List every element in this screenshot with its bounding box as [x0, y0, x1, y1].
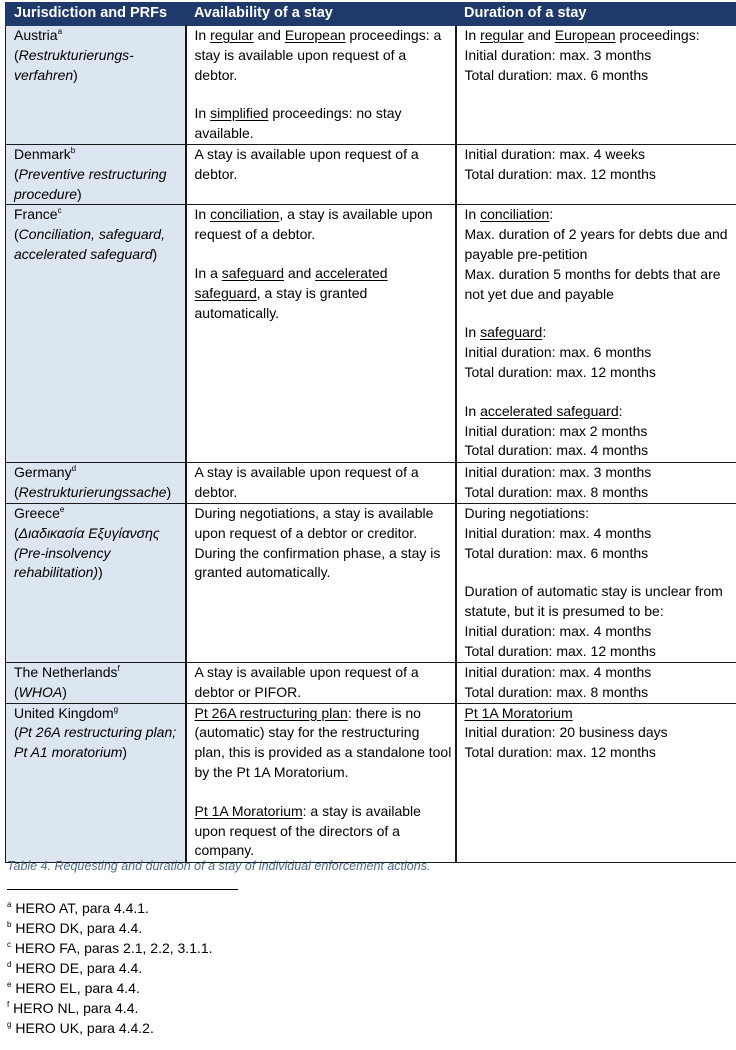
- underlined-term: conciliation: [210, 206, 280, 223]
- text-segment: Initial duration: max. 3 months: [464, 46, 652, 63]
- text-segment: Initial duration: max. 4 months: [464, 663, 652, 680]
- text-segment: Total duration: max. 6 months: [464, 66, 649, 83]
- cell-paragraph: [465, 145, 735, 165]
- cell-paragraph: [465, 402, 735, 422]
- duration-cell: [456, 26, 736, 145]
- footnote-mark: c: [57, 206, 62, 216]
- jurisdiction-cell: [6, 662, 186, 703]
- table-caption: Table 4. Requesting and duration of a stay of individual enforcement actions.: [7, 859, 431, 873]
- text-segment: Initial duration: max. 4 weeks: [464, 146, 646, 162]
- footnote-mark: b: [70, 146, 76, 155]
- text-segment: Duration of automatic stay is unclear from statute, but it is presumed to be:: [464, 583, 723, 620]
- country-name: Greece: [14, 504, 60, 521]
- cell-paragraph: [465, 524, 735, 544]
- text-segment: and: [253, 27, 285, 43]
- text-segment: Max. duration 5 months for debts that are not yet due and payable: [464, 265, 721, 302]
- cell-paragraph: [465, 66, 735, 86]
- underlined-term: Pt 1A Moratorium: [464, 704, 573, 721]
- prf-open-paren: (: [14, 683, 19, 700]
- prf-open-paren: (: [14, 524, 19, 541]
- country-name: United Kingdom: [14, 704, 114, 721]
- col-header-availability: Availability of a stay: [186, 3, 456, 26]
- text-segment: Total duration: max. 4 months: [464, 442, 649, 459]
- text-segment: A stay is available upon request of a debtor.: [194, 146, 419, 182]
- table-row: [6, 145, 736, 205]
- prf-close-paren: ): [62, 683, 67, 700]
- text-segment: Total duration: max. 6 months: [464, 544, 649, 561]
- footnote-mark: f: [117, 663, 120, 673]
- footnote-text: HERO EL, para 4.4.: [15, 980, 140, 996]
- prf-close-paren: ): [166, 484, 172, 501]
- cell-paragraph: [465, 582, 735, 622]
- cell-paragraph: [465, 26, 735, 46]
- text-segment: In: [464, 27, 481, 43]
- duration-cell: [456, 145, 736, 205]
- footnote-mark: e: [59, 504, 65, 514]
- footnote-item: [7, 998, 213, 1018]
- table-row: [6, 463, 736, 504]
- cell-paragraph: [465, 544, 735, 564]
- country-name: France: [14, 206, 58, 223]
- text-segment: In: [464, 206, 481, 223]
- text-segment: In: [464, 402, 481, 419]
- jurisdiction-cell: [6, 145, 186, 205]
- footnote-text: HERO DK, para 4.4.: [15, 920, 143, 936]
- underlined-term: European: [554, 27, 616, 43]
- cell-paragraph: [465, 723, 735, 743]
- prf-open-paren: (: [14, 165, 19, 182]
- text-segment: and: [523, 27, 555, 43]
- text-segment: A stay is available upon request of a debtor.: [194, 464, 419, 501]
- text-segment: Initial duration: max. 4 months: [464, 524, 652, 541]
- cell-paragraph: [195, 264, 453, 323]
- underlined-term: accelerated safeguard: [194, 264, 388, 301]
- underlined-term: European: [284, 27, 346, 43]
- cell-paragraph: [195, 504, 453, 583]
- cell-paragraph: [465, 743, 735, 763]
- footnote-mark: d: [71, 464, 77, 474]
- footnote-mark: a: [57, 27, 63, 36]
- footnote-text: HERO DE, para 4.4.: [15, 960, 143, 976]
- duration-cell: [456, 463, 736, 504]
- availability-cell: [186, 703, 456, 862]
- cell-paragraph: [465, 363, 735, 383]
- jurisdiction-cell: [6, 26, 186, 145]
- footnote-mark: d: [7, 960, 12, 969]
- prf-close-paren: ): [98, 564, 103, 581]
- text-segment: Total duration: max. 12 months: [464, 744, 656, 761]
- underlined-term: simplified: [210, 105, 269, 122]
- prf-name: Conciliation, safeguard, accelerated safeguard: [14, 226, 165, 262]
- col-header-duration: Duration of a stay: [456, 3, 736, 26]
- prf-open-paren: (: [14, 226, 19, 243]
- footnote-item: [7, 958, 213, 978]
- text-segment: Initial duration: max 2 months: [464, 422, 648, 439]
- availability-cell: [186, 145, 456, 205]
- text-segment: Initial duration: max. 4 months: [464, 622, 652, 639]
- text-segment: Total duration: max. 12 months: [464, 642, 656, 659]
- text-segment: Initial duration: 20 business days: [464, 724, 668, 741]
- country-name: The Netherlands: [14, 663, 118, 680]
- cell-paragraph: [195, 663, 453, 703]
- text-segment: , a stay is available upon request of a debtor.: [194, 206, 433, 243]
- availability-cell: [186, 463, 456, 504]
- footnote-mark: g: [113, 704, 119, 714]
- text-segment: Total duration: max. 12 months: [464, 363, 656, 380]
- text-segment: During negotiations:: [464, 504, 590, 521]
- footnotes: [7, 898, 213, 1038]
- table-row: [6, 205, 736, 463]
- text-segment: In a: [194, 264, 222, 281]
- cell-paragraph: [195, 802, 453, 861]
- cell-paragraph: [465, 622, 735, 642]
- duration-cell: [456, 703, 736, 862]
- text-segment: and: [284, 264, 316, 281]
- footnote-text: HERO AT, para 4.4.1.: [15, 900, 149, 916]
- underlined-term: regular: [480, 27, 524, 43]
- table-header-row: [6, 3, 736, 26]
- table-row: [6, 26, 736, 145]
- duration-cell: [456, 205, 736, 463]
- text-segment: Total duration: max. 8 months: [464, 484, 649, 501]
- cell-paragraph: [465, 642, 735, 662]
- text-segment: : there is no (automatic) stay for the restructuring plan, this is provided as a standalone tool by the Pt 1A Moratorium.: [194, 704, 452, 780]
- cell-paragraph: [465, 704, 735, 724]
- prf-close-paren: ): [122, 744, 128, 761]
- prf-name: Διαδικασία Εξυγίανσης (Pre-insolvency rehabilitation): [14, 524, 160, 581]
- cell-paragraph: [465, 663, 735, 683]
- cell-paragraph: [465, 422, 735, 442]
- footnote-item: [7, 1018, 213, 1038]
- prf-name: Restrukturierungssache: [18, 484, 167, 501]
- cell-paragraph: [465, 225, 735, 265]
- cell-paragraph: [195, 704, 453, 783]
- cell-paragraph: [465, 265, 735, 305]
- underlined-term: safeguard: [221, 264, 285, 281]
- text-segment: During negotiations, a stay is available upon request of a debtor or creditor. During the confirmation phase, a stay is granted automatically.: [194, 504, 441, 581]
- country-name: Denmark: [14, 146, 71, 162]
- footnote-text: HERO UK, para 4.4.2.: [15, 1020, 154, 1036]
- footnote-mark: f: [7, 1000, 10, 1009]
- availability-cell: [186, 662, 456, 703]
- text-segment: proceedings:: [615, 27, 700, 43]
- cell-paragraph: [465, 165, 735, 185]
- text-segment: proceedings: no stay available.: [194, 105, 402, 142]
- footnote-divider: [7, 889, 238, 890]
- cell-paragraph: [465, 323, 735, 343]
- cell-paragraph: [465, 343, 735, 363]
- table-row: [6, 703, 736, 862]
- text-segment: In: [464, 324, 481, 341]
- text-segment: proceedings: a stay is available upon request of a debtor.: [194, 27, 442, 83]
- text-segment: Max. duration of 2 years for debts due and payable pre-petition: [464, 226, 728, 262]
- underlined-term: regular: [210, 27, 254, 43]
- cell-paragraph: [195, 26, 453, 85]
- prf-close-paren: ): [77, 185, 82, 202]
- footnote-item: [7, 978, 213, 998]
- text-segment: Initial duration: max. 3 months: [464, 464, 652, 481]
- cell-paragraph: [195, 463, 453, 503]
- country-name: Austria: [14, 27, 58, 43]
- footnote-mark: e: [7, 980, 12, 989]
- footnote-mark: b: [7, 920, 12, 929]
- prf-name: Preventive restructuring procedure: [14, 165, 167, 202]
- prf-name: Pt 26A restructuring plan; Pt A1 moratorium: [14, 724, 177, 761]
- text-segment: Total duration: max. 8 months: [464, 683, 649, 700]
- cell-paragraph: [465, 46, 735, 66]
- cell-paragraph: [195, 145, 453, 185]
- col-header-jurisdiction: Jurisdiction and PRFs: [6, 3, 186, 26]
- availability-cell: [186, 26, 456, 145]
- stay-table: [5, 2, 736, 863]
- underlined-term: Pt 26A restructuring plan: [194, 704, 348, 721]
- prf-open-paren: (: [14, 484, 19, 501]
- text-segment: In: [194, 206, 211, 223]
- text-segment: , a stay is granted automatically.: [194, 284, 368, 321]
- duration-cell: [456, 662, 736, 703]
- jurisdiction-cell: [6, 703, 186, 862]
- footnote-mark: g: [7, 1020, 12, 1029]
- text-segment: :: [549, 206, 554, 223]
- prf-name: Restrukturierungs-verfahren: [14, 46, 134, 83]
- prf-close-paren: ): [152, 245, 158, 262]
- prf-open-paren: (: [14, 46, 19, 63]
- text-segment: In: [194, 27, 211, 43]
- cell-paragraph: [465, 504, 735, 524]
- duration-cell: [456, 503, 736, 662]
- cell-paragraph: [195, 104, 453, 144]
- underlined-term: Pt 1A Moratorium: [194, 802, 303, 819]
- footnote-text: HERO NL, para 4.4.: [13, 1000, 139, 1016]
- jurisdiction-cell: [6, 205, 186, 463]
- text-segment: :: [618, 402, 623, 419]
- text-segment: Initial duration: max. 6 months: [464, 344, 652, 361]
- cell-paragraph: [465, 683, 735, 703]
- text-segment: :: [542, 324, 547, 341]
- text-segment: A stay is available upon request of a debtor or PIFOR.: [194, 663, 419, 700]
- availability-cell: [186, 503, 456, 662]
- table-row: [6, 662, 736, 703]
- underlined-term: conciliation: [480, 206, 550, 223]
- footnote-mark: a: [7, 900, 12, 909]
- footnote-text: HERO FA, paras 2.1, 2.2, 3.1.1.: [14, 940, 213, 956]
- footnote-item: [7, 938, 213, 958]
- cell-paragraph: [465, 463, 735, 483]
- prf-close-paren: ): [73, 66, 78, 83]
- jurisdiction-cell: [6, 503, 186, 662]
- text-segment: : a stay is available upon request of the directors of a company.: [194, 802, 421, 859]
- footnote-mark: c: [7, 940, 11, 949]
- cell-paragraph: [465, 483, 735, 503]
- underlined-term: accelerated safeguard: [480, 402, 619, 419]
- cell-paragraph: [465, 205, 735, 225]
- text-segment: In: [194, 105, 211, 122]
- table-row: [6, 503, 736, 662]
- footnote-item: [7, 918, 213, 938]
- cell-paragraph: [195, 205, 453, 245]
- text-segment: Total duration: max. 12 months: [464, 165, 656, 182]
- country-name: Germany: [14, 464, 72, 481]
- jurisdiction-cell: [6, 463, 186, 504]
- cell-paragraph: [465, 441, 735, 461]
- availability-cell: [186, 205, 456, 463]
- prf-name: WHOA: [18, 683, 63, 700]
- underlined-term: safeguard: [480, 324, 543, 341]
- footnote-item: [7, 898, 213, 918]
- prf-open-paren: (: [14, 724, 19, 741]
